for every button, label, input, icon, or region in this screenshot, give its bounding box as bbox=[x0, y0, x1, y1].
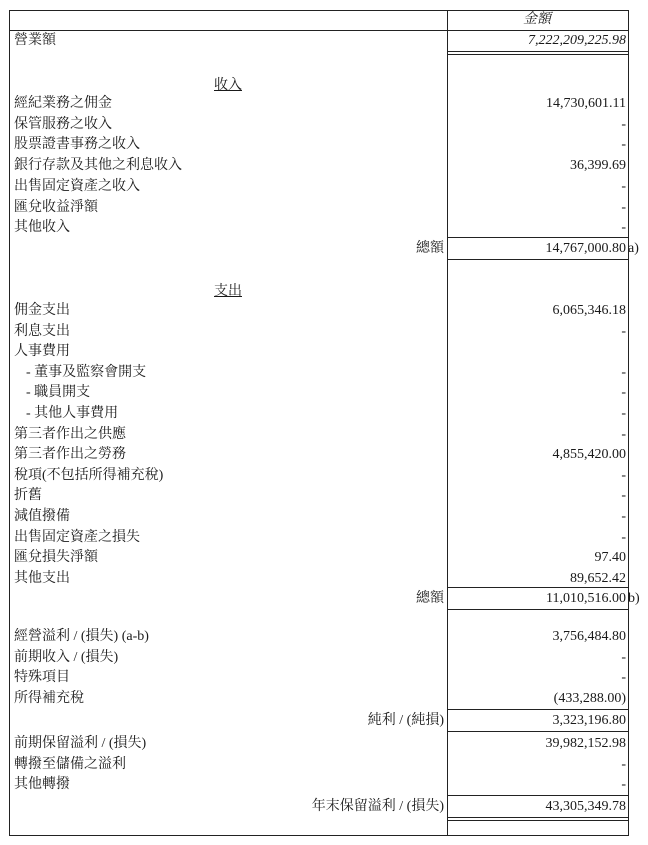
row-label: 人事費用 bbox=[14, 344, 70, 360]
row-amount: - bbox=[621, 178, 626, 194]
row-label: 其他收入 bbox=[14, 220, 70, 236]
net-bottom-rule bbox=[447, 731, 629, 732]
turnover-rule-2 bbox=[447, 54, 629, 55]
row-label: 匯兌收益淨額 bbox=[14, 199, 98, 215]
row-label: 前期保留溢利 / (損失) bbox=[14, 736, 147, 751]
row-amount: - bbox=[621, 364, 626, 380]
row-label: 匯兌損失淨額 bbox=[14, 550, 98, 566]
row-amount: - bbox=[621, 116, 626, 132]
turnover-amount: 7,222,209,225.98 bbox=[528, 33, 626, 48]
row-amount: - bbox=[621, 777, 626, 792]
income-section-title: 收入 bbox=[214, 78, 242, 93]
expense-total-label: 總額 bbox=[416, 591, 444, 606]
net-profit-label: 純利 / (純損) bbox=[367, 713, 444, 728]
row-label: 保管服務之收入 bbox=[14, 116, 112, 132]
row-label: 其他支出 bbox=[14, 570, 70, 586]
expense-section-title: 支出 bbox=[214, 284, 242, 299]
row-label: 經營溢利 / (損失) (a-b) bbox=[14, 629, 149, 644]
retained-total-amount: 43,305,349.78 bbox=[545, 799, 626, 814]
row-label: - 其他人事費用 bbox=[26, 406, 119, 421]
row-amount: - bbox=[621, 529, 626, 545]
income-total-amount: 14,767,000.80 bbox=[545, 241, 626, 256]
row-amount: - bbox=[621, 137, 626, 153]
row-amount: - bbox=[621, 385, 626, 401]
row-label: 稅項(不包括所得補充稅) bbox=[14, 467, 164, 483]
row-amount: 4,855,420.00 bbox=[552, 447, 626, 463]
row-label: 其他轉撥 bbox=[14, 777, 70, 792]
row-amount: - bbox=[621, 467, 626, 483]
row-amount: (433,288.00) bbox=[553, 691, 626, 707]
row-label: 經紀業務之佣金 bbox=[14, 96, 112, 111]
retained-total-label: 年末保留溢利 / (損失) bbox=[311, 799, 444, 814]
row-label: 減值撥備 bbox=[14, 509, 70, 524]
row-amount: - bbox=[621, 670, 626, 686]
income-total-label: 總額 bbox=[416, 241, 444, 256]
expense-total-mark: b) bbox=[628, 591, 640, 606]
expense-total-amount: 11,010,516.00 bbox=[546, 591, 626, 606]
row-amount: - bbox=[621, 426, 626, 442]
row-label: - 職員開支 bbox=[26, 385, 91, 401]
turnover-rule-1 bbox=[447, 51, 629, 52]
row-amount: 36,399.69 bbox=[570, 158, 626, 174]
row-label: 第三者作出之供應 bbox=[14, 426, 126, 442]
row-label: 利息支出 bbox=[14, 323, 70, 339]
row-amount: - bbox=[621, 220, 626, 236]
row-label: 前期收入 / (損失) bbox=[14, 649, 119, 665]
row-label: 股票證書事務之收入 bbox=[14, 137, 140, 153]
row-amount: - bbox=[621, 323, 626, 339]
row-label: 轉撥至儲備之溢利 bbox=[14, 756, 126, 772]
row-label: 第三者作出之勞務 bbox=[14, 447, 126, 463]
row-label: 出售固定資產之損失 bbox=[14, 529, 140, 545]
row-label: 銀行存款及其他之利息收入 bbox=[14, 158, 182, 174]
retained-top-rule bbox=[447, 795, 629, 796]
row-amount: 6,065,346.18 bbox=[552, 303, 626, 318]
row-amount: 39,982,152.98 bbox=[545, 736, 626, 751]
row-amount: - bbox=[621, 488, 626, 504]
net-profit-amount: 3,323,196.80 bbox=[552, 713, 626, 728]
turnover-label: 營業額 bbox=[14, 33, 56, 48]
row-label: 出售固定資產之收入 bbox=[14, 178, 140, 194]
header-rule bbox=[9, 30, 629, 31]
amount-column-header: 金額 bbox=[523, 12, 551, 27]
row-label: 佣金支出 bbox=[14, 303, 70, 318]
row-amount: - bbox=[621, 649, 626, 665]
row-amount: - bbox=[621, 406, 626, 421]
row-label: 折舊 bbox=[14, 488, 42, 504]
row-amount: - bbox=[621, 199, 626, 215]
net-top-rule bbox=[447, 709, 629, 710]
row-label: 所得補充稅 bbox=[14, 691, 84, 707]
row-label: - 董事及監察會開支 bbox=[26, 364, 147, 380]
row-label: 特殊項目 bbox=[14, 670, 70, 686]
row-amount: 14,730,601.11 bbox=[546, 96, 626, 111]
row-amount: 3,756,484.80 bbox=[552, 629, 626, 644]
retained-bottom-rule-1 bbox=[447, 817, 629, 818]
row-amount: - bbox=[621, 756, 626, 772]
retained-bottom-rule-2 bbox=[447, 820, 629, 821]
row-amount: - bbox=[621, 509, 626, 524]
row-amount: 89,652.42 bbox=[570, 570, 626, 586]
income-total-mark: a) bbox=[628, 241, 639, 256]
row-amount: 97.40 bbox=[594, 550, 626, 566]
